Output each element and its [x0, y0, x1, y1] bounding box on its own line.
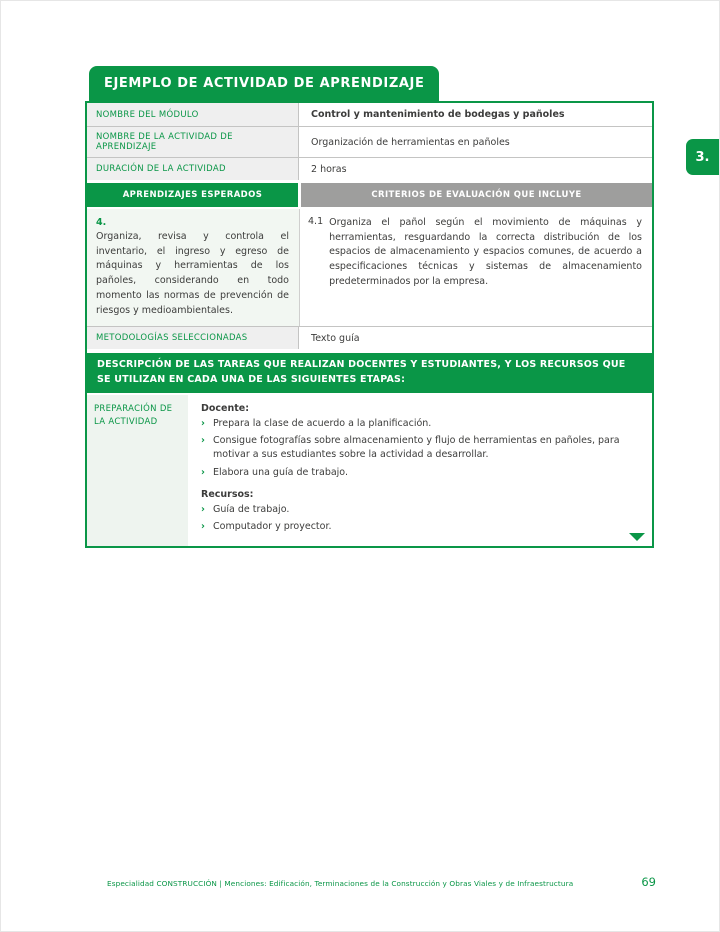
row-value-nombre-actividad: Organización de herramientas en pañoles: [311, 136, 510, 148]
aprendizaje-text: Organiza, revisa y controla el inventario, el ingreso y egreso de máquinas y herramientas de los pañoles, considerando en todo momento las normas de prevención de riesgos y medioambientales.: [96, 231, 289, 316]
chevron-bullet-icon: ›: [201, 435, 205, 446]
recursos-section: [201, 489, 638, 535]
chevron-bullet-icon: ›: [201, 503, 205, 515]
page-title: EJEMPLO DE ACTIVIDAD DE APRENDIZAJE: [89, 66, 439, 101]
row-label-metodologias: METODOLOGÍAS SELECCIONADAS: [87, 327, 299, 349]
row-value-nombre-modulo: Control y mantenimiento de bodegas y pañoles: [311, 109, 565, 120]
row-label-duracion: DURACIÓN DE LA ACTIVIDAD: [87, 158, 299, 180]
list-item: [201, 466, 638, 480]
chevron-bullet-icon: ›: [201, 466, 205, 478]
aprendizaje-cell: [87, 209, 300, 326]
table-row: [87, 157, 652, 180]
activity-table: [85, 101, 654, 548]
list-item-text: Consigue fotografías sobre almacenamiento y flujo de herramientas en pañoles, para motivar a sus estudiantes sobre la actividad a desarrollar.: [213, 435, 620, 461]
row-label-nombre-modulo: NOMBRE DEL MÓDULO: [87, 103, 299, 126]
table-row: [87, 326, 652, 349]
list-item: [201, 503, 638, 517]
row-label-preparacion: PREPARACIÓN DE LA ACTIVIDAD: [87, 395, 188, 546]
aprendizaje-number: 4.: [96, 217, 107, 228]
list-item-text: Computador y proyector.: [213, 521, 332, 532]
criterio-cell: [300, 209, 652, 326]
column-header-criterios: CRITERIOS DE EVALUACIÓN QUE INCLUYE: [301, 183, 652, 207]
row-value-metodologias: Texto guía: [311, 332, 360, 344]
list-item: [201, 520, 638, 534]
column-header-aprendizajes: APRENDIZAJES ESPERADOS: [87, 183, 298, 207]
content-row: [87, 209, 652, 326]
criterio-text: Organiza el pañol según el movimiento de máquinas y herramientas, resguardando la correcta distribución de los espacios de almacenamiento y espacios comunes, de acuerdo a especificaciones técnicas y sistemas de almacenamiento predeterminados por la empresa.: [329, 217, 642, 287]
chapter-tab: 3.: [686, 139, 719, 175]
list-item: [201, 434, 638, 463]
list-item-text: Guía de trabajo.: [213, 503, 290, 515]
continuation-triangle-icon: [629, 533, 645, 541]
row-label-nombre-actividad: NOMBRE DE LA ACTIVIDAD DE APRENDIZAJE: [87, 127, 299, 157]
preparacion-content: [188, 395, 652, 546]
column-header-row: [87, 183, 652, 207]
list-item-text: Prepara la clase de acuerdo a la planificación.: [213, 417, 432, 429]
list-item-text: Elabora una guía de trabajo.: [213, 466, 348, 478]
chevron-bullet-icon: ›: [201, 521, 205, 532]
docente-section: [201, 403, 638, 480]
docente-heading: Docente:: [201, 402, 250, 414]
criterio-number: 4.1: [308, 216, 324, 227]
preparacion-row: [87, 395, 652, 546]
table-row: [87, 103, 652, 126]
page-number: 69: [641, 875, 656, 889]
descripcion-banner: DESCRIPCIÓN DE LAS TAREAS QUE REALIZAN DOCENTES Y ESTUDIANTES, Y LOS RECURSOS QUE SE UTILIZAN EN CADA UNA DE LAS SIGUIENTES ETAPAS:: [87, 353, 652, 392]
row-value-duracion: 2 horas: [311, 163, 347, 175]
list-item: [201, 417, 638, 431]
footer-specialty-text: Especialidad CONSTRUCCIÓN | Menciones: Edificación, Terminaciones de la Construcción y Obras Viales y de Infraestructura: [107, 879, 574, 888]
chevron-bullet-icon: ›: [201, 417, 205, 429]
recursos-heading: Recursos:: [201, 488, 254, 500]
table-row: [87, 126, 652, 157]
page-footer: [107, 875, 656, 889]
